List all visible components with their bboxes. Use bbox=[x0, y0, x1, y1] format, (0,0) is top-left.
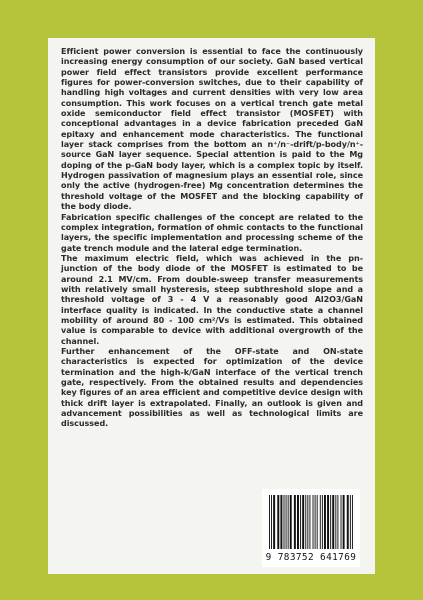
isbn-number: 9 783752 641769 bbox=[265, 552, 357, 563]
barcode-bar bbox=[320, 495, 321, 549]
barcode-bar bbox=[327, 495, 329, 549]
barcode-bar bbox=[305, 495, 306, 549]
blurb-text bbox=[61, 47, 363, 430]
barcode-bar bbox=[315, 495, 316, 549]
barcode-bar bbox=[269, 495, 270, 549]
barcode-bar bbox=[335, 495, 336, 549]
barcode-bar bbox=[290, 495, 292, 549]
barcode-bar bbox=[313, 495, 314, 549]
barcode-bar bbox=[317, 495, 318, 549]
barcode-bar bbox=[343, 495, 345, 549]
blurb-paragraph-1: Efficient power conversion is essential to face the continuously increasing energy consumption of our society. GaN based vertical power field effect transistors provide excellent performance figures for power-conversion switches, due to their capability of handling high voltages and current densities with very low area consumption. This work focuses on a vertical trench gate metal oxide semiconductor field effect transistor (MOSFET) with conceptional advantages in a device fabrication preceded GaN epitaxy and enhancement mode characteristics. The functional layer stack comprises from the bottom an n⁺/n⁻-drift/p-body/n⁺-source GaN layer sequence. Special attention is paid to the Mg doping of the p-GaN body layer, which is a complex topic by itself. Hydrogen passivation of magnesium plays an essential role, since only the active (hydrogen-free) Mg concentration determines the threshold voltage of the MOSFET and the blocking capability of the body diode. bbox=[61, 47, 363, 212]
barcode-bar bbox=[302, 495, 304, 549]
barcode-bar bbox=[297, 495, 299, 549]
barcode-bar bbox=[273, 495, 275, 549]
barcode-bar bbox=[324, 495, 326, 549]
barcode-bar bbox=[332, 495, 334, 549]
barcode-bar bbox=[280, 495, 282, 549]
barcode-bar bbox=[309, 495, 310, 549]
barcode-bar bbox=[337, 495, 338, 549]
barcode-bar bbox=[307, 495, 308, 549]
barcode-bar bbox=[277, 495, 279, 549]
barcode-bar bbox=[330, 495, 331, 549]
blurb-paragraph-3: The maximum electric field, which was achieved in the pn- junction of the body diode of the MOSFET is estimated to be around 2.1 MV/cm. From double-sweep transfer measurements with relatively small hysteresis, steep subthreshold slope and a threshold voltage of 3 - 4 V a reasonably good Al2O3/GaN interface quality is indicated. In the conductive state a channel mobility of around 80 - 100 cm²/Vs is estimated. This obtained value is comparable to device with additional overgrowth of the channel. bbox=[61, 253, 363, 346]
barcode-bar bbox=[294, 495, 296, 549]
barcode-bar bbox=[300, 495, 301, 549]
barcode-bar bbox=[271, 495, 272, 549]
barcode-bar bbox=[350, 495, 351, 549]
blurb-paragraph-4: Further enhancement of the OFF-state and ON-state characteristics is expected for optimization of the device termination and the high-k/GaN interface of the vertical trench gate, respectively. From the obtained results and dependencies key figures of an area efficient and competitive device design with thick drift layer is extrapolated. Finally, an outlook is given and advancement possibilities as well as technological limits are discussed. bbox=[61, 346, 363, 429]
barcode-bar bbox=[352, 495, 353, 549]
barcode-bar bbox=[341, 495, 342, 549]
barcode-bar bbox=[284, 495, 285, 549]
barcode-bar bbox=[288, 495, 289, 549]
blurb-paragraph-2: Fabrication specific challenges of the concept are related to the complex integration, formation of ohmic contacts to the functional layers, the specific implementation and processing scheme of the gate trench module and the lateral edge termination. bbox=[61, 212, 363, 253]
barcode-label bbox=[262, 489, 360, 567]
barcode-image bbox=[269, 495, 353, 551]
barcode-bar bbox=[347, 495, 349, 549]
barcode-bar bbox=[322, 495, 323, 549]
barcode-bar bbox=[286, 495, 287, 549]
